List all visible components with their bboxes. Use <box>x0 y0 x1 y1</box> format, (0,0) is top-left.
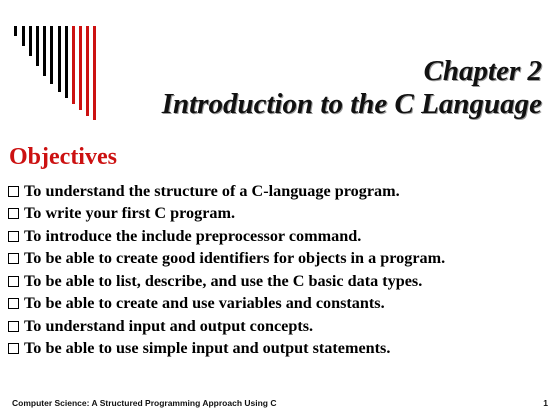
checkbox-icon <box>8 208 19 219</box>
objective-item <box>7 203 559 226</box>
footer-page-number: 1 <box>543 398 548 408</box>
objective-item <box>7 248 559 271</box>
objective-text: To be able to create good identifiers for objects in a program. <box>24 249 446 268</box>
objective-text: To be able to create and use variables and constants. <box>24 294 385 313</box>
objective-item <box>7 180 559 203</box>
objective-text: To understand the structure of a C-language program. <box>24 181 400 200</box>
objective-text: To be able to use simple input and output statements. <box>24 339 391 358</box>
objective-text: To understand input and output concepts. <box>24 316 314 335</box>
checkbox-icon <box>8 186 19 197</box>
checkbox-icon <box>8 231 19 242</box>
section-heading: Objectives <box>9 144 117 170</box>
objective-item <box>7 225 559 248</box>
objective-item <box>7 293 559 316</box>
checkbox-icon <box>8 276 19 287</box>
footer-book-title: Computer Science: A Structured Programming Approach Using C <box>12 398 277 408</box>
chapter-title: Chapter 2 <box>423 55 542 87</box>
objective-text: To introduce the include preprocessor command. <box>24 226 362 245</box>
slide-title <box>95 55 542 121</box>
objective-text: To write your first C program. <box>24 204 236 223</box>
checkbox-icon <box>8 343 19 354</box>
objective-item <box>7 338 559 361</box>
objective-item <box>7 315 559 338</box>
checkbox-icon <box>8 321 19 332</box>
objective-text: To be able to list, describe, and use the C basic data types. <box>24 271 423 290</box>
chapter-subtitle: Introduction to the C Language <box>161 88 542 120</box>
checkbox-icon <box>8 253 19 264</box>
checkbox-icon <box>8 298 19 309</box>
objectives-list <box>7 180 559 360</box>
objective-item <box>7 270 559 293</box>
slide-footer <box>12 398 548 408</box>
